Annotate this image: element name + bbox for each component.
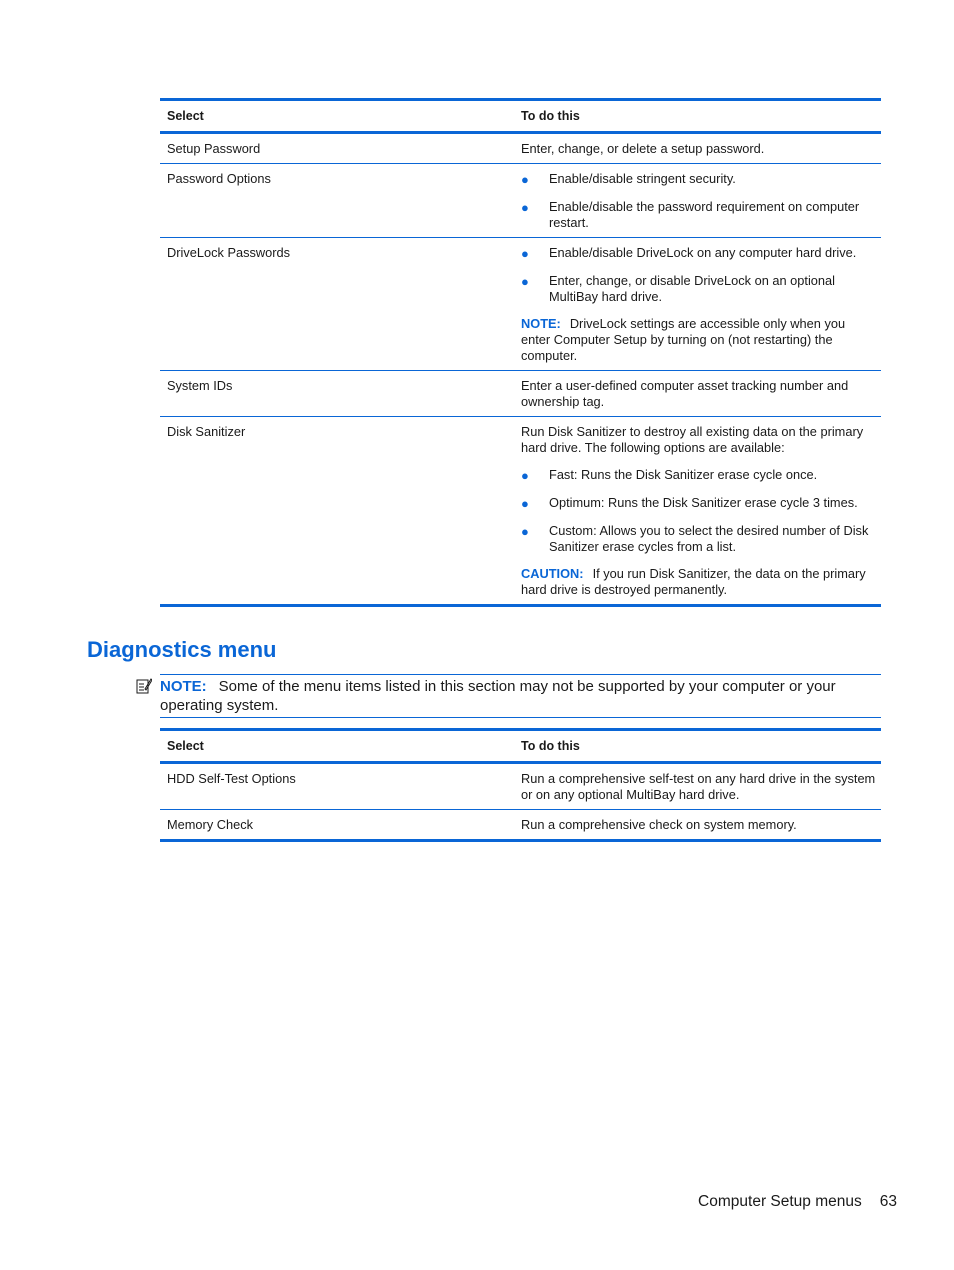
list-item: ● Enable/disable the password requirement on computer restart. [521,199,860,230]
row-description [521,164,881,237]
note-pencil-icon [136,677,152,695]
table-row [160,416,881,604]
header-select: Select [167,109,204,123]
row-select: HDD Self-Test Options [167,771,296,786]
list-item: ● Custom: Allows you to select the desired number of Disk Sanitizer erase cycles from a list. [521,523,869,554]
table-row [160,237,881,370]
security-menu-table [160,98,881,607]
header-todo: To do this [521,739,580,753]
bullet-icon: ● [521,496,529,511]
note-label: NOTE: [521,316,561,331]
page-number: 63 [879,1193,897,1210]
caution-label: CAUTION: [521,566,584,581]
row-select: Memory Check [167,817,254,832]
row-description: Run a comprehensive check on system memory. [521,817,797,832]
section-note [160,674,881,718]
table-header [160,731,881,763]
table-row [160,370,881,416]
diagnostics-menu-table [160,728,881,842]
table-row [160,809,881,839]
list-item: ● Enter, change, or disable DriveLock on an optional MultiBay hard drive. [521,273,835,304]
row-select: System IDs [167,378,233,393]
table-row [160,133,881,163]
row-description: Enter a user-defined computer asset tracking number and ownership tag. [521,378,849,409]
bullet-icon: ● [521,172,529,187]
list-item: ● Enable/disable stringent security. [521,171,736,187]
table-row [160,163,881,237]
bullet-icon: ● [521,200,529,215]
table-row [160,763,881,809]
list-item: ● Fast: Runs the Disk Sanitizer erase cycle once. [521,467,818,483]
note-label: NOTE: [160,678,207,695]
row-description: Enter, change, or delete a setup password. [521,141,765,156]
bullet-icon: ● [521,468,529,483]
section-title: Diagnostics menu [87,637,277,662]
row-description [521,238,881,370]
table-header [160,101,881,133]
list-item: ● Enable/disable DriveLock on any computer hard drive. [521,245,857,261]
header-select: Select [167,739,204,753]
list-item: ● Optimum: Runs the Disk Sanitizer erase cycle 3 times. [521,495,858,511]
drivelock-note: NOTE: DriveLock settings are accessible only when you enter Computer Setup by turning on (not restarting) the computer. [521,316,846,363]
row-description [521,417,881,604]
row-select: Password Options [167,171,271,186]
sanitizer-caution: CAUTION: If you run Disk Sanitizer, the data on the primary hard drive is destroyed permanently. [521,566,866,597]
bullet-icon: ● [521,274,529,289]
page-footer [698,1193,897,1211]
footer-title: Computer Setup menus [698,1193,862,1210]
bullet-icon: ● [521,246,529,261]
note-text: Some of the menu items listed in this section may not be supported by your computer or your operating system. [160,678,836,714]
sanitizer-intro: Run Disk Sanitizer to destroy all existing data on the primary hard drive. The following options are available: [521,424,864,455]
header-todo: To do this [521,109,580,123]
bullet-icon: ● [521,524,529,539]
row-select: DriveLock Passwords [167,245,291,260]
row-select: Setup Password [167,141,261,156]
row-description: Run a comprehensive self-test on any hard drive in the system or on any optional MultiBay hard drive. [521,771,876,802]
row-select: Disk Sanitizer [167,424,246,439]
